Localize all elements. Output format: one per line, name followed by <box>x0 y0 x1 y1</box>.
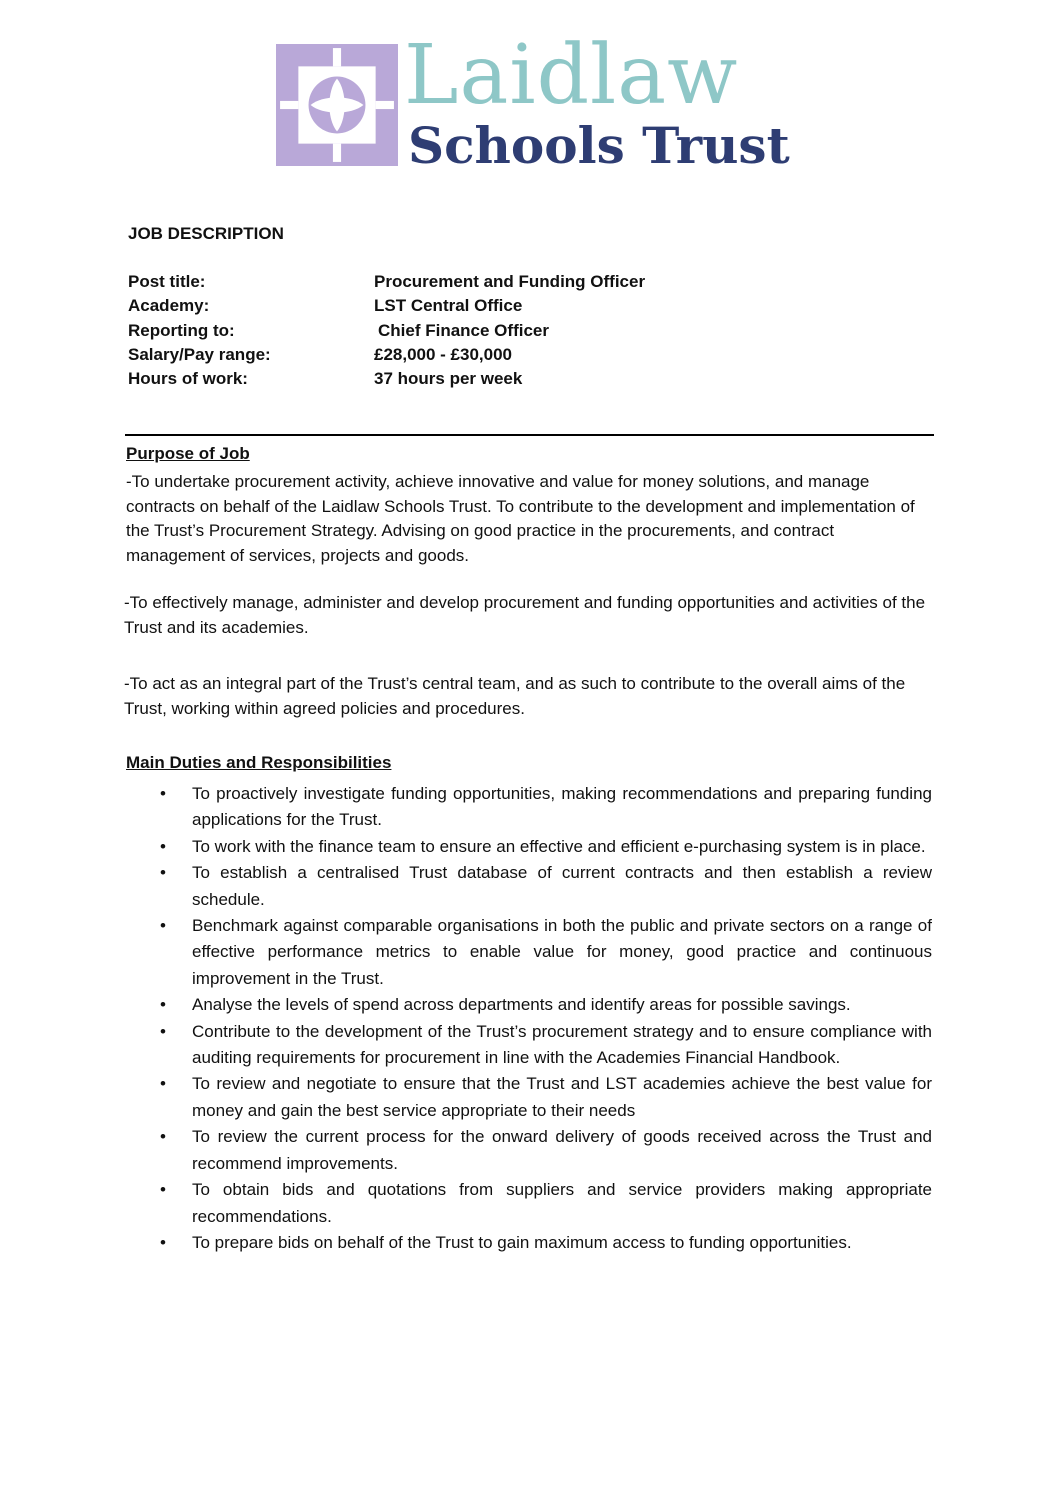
duty-text: Analyse the levels of spend across departments and identify areas for possible savings. <box>192 995 851 1015</box>
info-label: Salary/Pay range: <box>128 344 271 364</box>
info-value: Chief Finance Officer <box>378 320 549 340</box>
section-divider <box>125 434 934 436</box>
info-label: Academy: <box>128 296 210 316</box>
list-item <box>126 1124 932 1177</box>
duties-heading: Main Duties and Responsibilities <box>126 753 392 772</box>
trust-emblem-icon <box>276 44 398 166</box>
bullet-icon: • <box>160 995 166 1015</box>
info-label: Hours of work: <box>128 369 248 389</box>
duty-text: To obtain bids and quotations from suppliers and service providers making appropriate recommendations. <box>192 1180 932 1226</box>
list-item <box>126 1177 932 1230</box>
info-value: 37 hours per week <box>374 369 523 389</box>
purpose-paragraph-2: -To effectively manage, administer and develop procurement and funding opportunities and activities of the Trust and its academies. <box>124 593 926 637</box>
info-value: £28,000 - £30,000 <box>374 344 513 364</box>
document-title: JOB DESCRIPTION <box>128 224 284 243</box>
bullet-icon: • <box>160 784 166 803</box>
info-label: Reporting to: <box>128 320 235 340</box>
bullet-icon: • <box>160 916 166 936</box>
duty-text: Contribute to the development of the Trust’s procurement strategy and to ensure compliance with auditing requirements for procurement in line with the Academies Financial Handbook. <box>192 1021 932 1068</box>
bullet-icon: • <box>160 1232 166 1252</box>
list-item <box>126 781 932 834</box>
bullet-icon: • <box>160 836 166 856</box>
list-item <box>126 1230 932 1256</box>
duty-text: To proactively investigate funding opportunities, making recommendations and preparing funding applications for the Trust. <box>192 784 932 830</box>
logo <box>276 28 796 175</box>
logo-wordmark-schools-trust: Schools Trust <box>408 116 790 175</box>
purpose-heading: Purpose of Job <box>126 444 250 463</box>
duty-text: To review the current process for the onward delivery of goods received across the Trust and recommend improvements. <box>192 1127 932 1173</box>
bullet-icon: • <box>160 863 166 883</box>
bullet-icon: • <box>160 1180 166 1200</box>
list-item <box>126 1019 932 1072</box>
logo-wordmark-laidlaw: Laidlaw <box>404 28 739 123</box>
info-value: LST Central Office <box>374 296 523 316</box>
info-label: Post title: <box>128 272 206 291</box>
duty-text: Benchmark against comparable organisations in both the public and private sectors on a range of effective performance metrics to enable value for money, good practice and continuous improvement in the Trust. <box>192 916 932 988</box>
bullet-icon: • <box>160 1021 166 1041</box>
duty-text: To prepare bids on behalf of the Trust to gain maximum access to funding opportunities. <box>192 1232 852 1252</box>
list-item <box>126 834 932 860</box>
duty-text: To work with the finance team to ensure an effective and efficient e-purchasing system is in place. <box>192 836 926 856</box>
list-item <box>126 860 932 913</box>
duty-text: To establish a centralised Trust database of current contracts and then establish a review schedule. <box>192 863 932 909</box>
bullet-icon: • <box>160 1074 166 1094</box>
list-item <box>126 913 932 992</box>
list-item <box>126 1071 932 1124</box>
list-item <box>126 992 932 1018</box>
duties-list <box>126 781 932 1256</box>
info-value: Procurement and Funding Officer <box>374 272 646 291</box>
bullet-icon: • <box>160 1127 166 1147</box>
purpose-paragraph-3: -To act as an integral part of the Trust’s central team, and as such to contribute to the overall aims of the Trust, working within agreed policies and procedures. <box>124 674 906 718</box>
purpose-paragraph-1: -To undertake procurement activity, achieve innovative and value for money solutions, and manage contracts on behalf of the Laidlaw Schools Trust. To contribute to the development and implementation of the Trust’s Procurement Strategy. Advising on good practice in the procurements, and contract management of services, projects and goods. <box>126 472 915 565</box>
duty-text: To review and negotiate to ensure that the Trust and LST academies achieve the best value for money and gain the best service appropriate to their needs <box>192 1074 932 1120</box>
